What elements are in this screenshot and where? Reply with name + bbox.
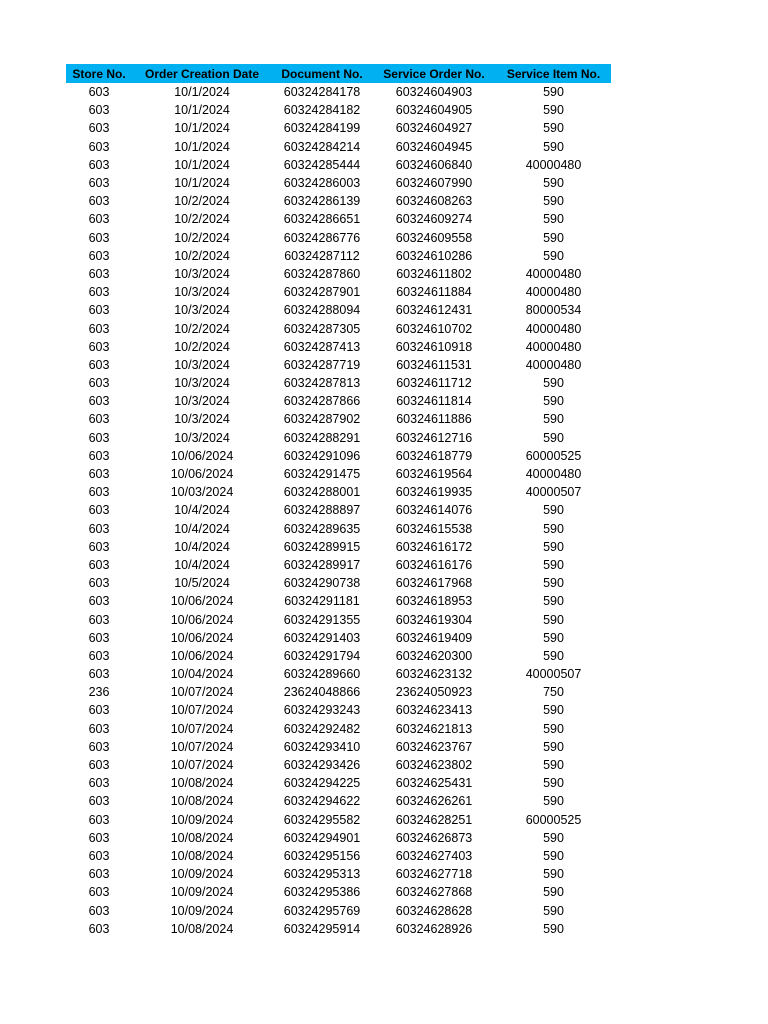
cell-document-no: 60324293410 <box>283 739 361 754</box>
cell-service-order-no: 60324612431 <box>395 303 473 318</box>
table-row <box>66 847 611 865</box>
cell-store-no: 603 <box>88 194 110 209</box>
cell-order-creation-date: 10/5/2024 <box>174 576 230 591</box>
table-row <box>66 101 611 119</box>
cell-document-no: 60324291096 <box>283 448 361 463</box>
cell-service-order-no: 23624050923 <box>395 685 473 700</box>
cell-order-creation-date: 10/08/2024 <box>170 794 234 809</box>
header-service-item-no: Service Item No. <box>506 66 601 81</box>
cell-document-no: 60324287413 <box>283 339 361 354</box>
cell-service-item-no: 590 <box>543 194 564 209</box>
cell-document-no: 60324288897 <box>283 503 361 518</box>
table-body <box>66 83 611 938</box>
cell-service-item-no: 750 <box>543 685 564 700</box>
cell-document-no: 23624048866 <box>283 685 361 700</box>
cell-service-item-no: 590 <box>543 830 564 845</box>
cell-service-order-no: 60324604945 <box>395 139 473 154</box>
table-row <box>66 792 611 810</box>
cell-document-no: 60324289660 <box>283 667 361 682</box>
table-row <box>66 392 611 410</box>
cell-service-item-no: 590 <box>543 212 564 227</box>
cell-service-order-no: 60324611814 <box>396 394 472 409</box>
cell-order-creation-date: 10/2/2024 <box>174 230 230 245</box>
table-row <box>66 665 611 683</box>
cell-service-item-no: 590 <box>543 648 564 663</box>
cell-document-no: 60324295313 <box>283 867 361 882</box>
cell-order-creation-date: 10/2/2024 <box>174 321 230 336</box>
cell-store-no: 603 <box>88 467 110 482</box>
cell-service-order-no: 60324619935 <box>395 485 473 500</box>
cell-store-no: 603 <box>88 176 110 191</box>
cell-store-no: 603 <box>88 121 110 136</box>
table-row <box>66 410 611 428</box>
cell-store-no: 603 <box>88 103 110 118</box>
cell-service-item-no: 590 <box>543 794 564 809</box>
cell-order-creation-date: 10/3/2024 <box>174 285 230 300</box>
cell-document-no: 60324285444 <box>283 157 361 172</box>
cell-service-item-no: 590 <box>543 430 564 445</box>
cell-service-order-no: 60324628251 <box>395 812 473 827</box>
cell-store-no: 603 <box>88 630 110 645</box>
cell-order-creation-date: 10/1/2024 <box>174 157 230 172</box>
table-row <box>66 920 611 938</box>
cell-document-no: 60324291794 <box>283 648 361 663</box>
cell-store-no: 603 <box>88 612 110 627</box>
table-row <box>66 192 611 210</box>
cell-document-no: 60324288291 <box>283 430 361 445</box>
cell-service-item-no: 590 <box>543 539 564 554</box>
cell-order-creation-date: 10/08/2024 <box>170 830 234 845</box>
table-row <box>66 756 611 774</box>
cell-order-creation-date: 10/3/2024 <box>174 430 230 445</box>
cell-store-no: 236 <box>88 685 110 700</box>
cell-order-creation-date: 10/06/2024 <box>170 630 234 645</box>
cell-document-no: 60324289635 <box>283 521 361 536</box>
cell-store-no: 603 <box>88 157 110 172</box>
cell-order-creation-date: 10/3/2024 <box>174 266 230 281</box>
cell-document-no: 60324287860 <box>283 266 361 281</box>
cell-store-no: 603 <box>88 503 110 518</box>
cell-order-creation-date: 10/08/2024 <box>170 776 234 791</box>
table-row <box>66 138 611 156</box>
cell-order-creation-date: 10/4/2024 <box>174 521 230 536</box>
cell-service-order-no: 60324626261 <box>395 794 473 809</box>
cell-store-no: 603 <box>88 212 110 227</box>
cell-service-item-no: 590 <box>543 121 564 136</box>
cell-document-no: 60324291355 <box>283 612 361 627</box>
cell-service-order-no: 60324611886 <box>396 412 472 427</box>
table-row <box>66 738 611 756</box>
cell-service-item-no: 80000534 <box>525 303 582 318</box>
cell-document-no: 60324287866 <box>283 394 361 409</box>
table-row <box>66 683 611 701</box>
cell-service-item-no: 40000480 <box>525 357 582 372</box>
cell-service-order-no: 60324619564 <box>395 467 473 482</box>
table-row <box>66 574 611 592</box>
cell-service-item-no: 40000507 <box>525 667 582 682</box>
cell-service-order-no: 60324623802 <box>395 758 473 773</box>
cell-service-item-no: 590 <box>543 594 564 609</box>
cell-service-item-no: 40000480 <box>525 157 582 172</box>
cell-service-order-no: 60324611884 <box>396 285 472 300</box>
cell-store-no: 603 <box>88 521 110 536</box>
cell-service-order-no: 60324616172 <box>395 539 473 554</box>
cell-document-no: 60324291475 <box>283 467 361 482</box>
cell-order-creation-date: 10/1/2024 <box>174 121 230 136</box>
cell-order-creation-date: 10/03/2024 <box>170 485 234 500</box>
table-row <box>66 374 611 392</box>
header-service-order-no: Service Order No. <box>383 66 485 81</box>
cell-service-item-no: 590 <box>543 176 564 191</box>
cell-store-no: 603 <box>88 394 110 409</box>
cell-store-no: 603 <box>88 248 110 263</box>
header-order-creation-date: Order Creation Date <box>144 66 260 81</box>
table-row <box>66 538 611 556</box>
cell-order-creation-date: 10/09/2024 <box>170 903 234 918</box>
cell-service-order-no: 60324623132 <box>395 667 473 682</box>
cell-document-no: 60324284182 <box>283 103 361 118</box>
cell-document-no: 60324286003 <box>283 176 361 191</box>
cell-order-creation-date: 10/1/2024 <box>174 176 230 191</box>
cell-document-no: 60324294901 <box>283 830 361 845</box>
cell-document-no: 60324288001 <box>283 485 361 500</box>
cell-document-no: 60324287719 <box>283 357 361 372</box>
cell-document-no: 60324287305 <box>283 321 361 336</box>
cell-store-no: 603 <box>88 539 110 554</box>
cell-service-order-no: 60324625431 <box>395 776 473 791</box>
cell-service-order-no: 60324610918 <box>395 339 473 354</box>
header-document-no: Document No. <box>281 66 363 81</box>
cell-service-item-no: 590 <box>543 721 564 736</box>
cell-store-no: 603 <box>88 230 110 245</box>
cell-order-creation-date: 10/09/2024 <box>170 812 234 827</box>
cell-document-no: 60324291403 <box>283 630 361 645</box>
cell-order-creation-date: 10/04/2024 <box>170 667 234 682</box>
cell-order-creation-date: 10/3/2024 <box>174 394 230 409</box>
cell-order-creation-date: 10/4/2024 <box>174 503 230 518</box>
table-row <box>66 701 611 719</box>
cell-document-no: 60324288094 <box>283 303 361 318</box>
cell-store-no: 603 <box>88 812 110 827</box>
cell-order-creation-date: 10/1/2024 <box>174 85 230 100</box>
cell-service-item-no: 590 <box>543 758 564 773</box>
cell-store-no: 603 <box>88 758 110 773</box>
cell-service-order-no: 60324604927 <box>395 121 473 136</box>
cell-service-item-no: 590 <box>543 412 564 427</box>
cell-document-no: 60324289915 <box>283 539 361 554</box>
table-row <box>66 865 611 883</box>
cell-order-creation-date: 10/3/2024 <box>174 303 230 318</box>
cell-service-order-no: 60324611712 <box>396 376 472 391</box>
orders-table <box>66 64 611 938</box>
cell-service-item-no: 590 <box>543 248 564 263</box>
cell-service-item-no: 590 <box>543 503 564 518</box>
cell-store-no: 603 <box>88 667 110 682</box>
cell-document-no: 60324284199 <box>283 121 361 136</box>
cell-store-no: 603 <box>88 321 110 336</box>
cell-document-no: 60324292482 <box>283 721 361 736</box>
table-row <box>66 610 611 628</box>
cell-store-no: 603 <box>88 448 110 463</box>
cell-store-no: 603 <box>88 376 110 391</box>
cell-store-no: 603 <box>88 739 110 754</box>
cell-document-no: 60324295386 <box>283 885 361 900</box>
table-row <box>66 647 611 665</box>
cell-order-creation-date: 10/07/2024 <box>170 721 234 736</box>
cell-service-item-no: 590 <box>543 376 564 391</box>
cell-order-creation-date: 10/06/2024 <box>170 467 234 482</box>
cell-order-creation-date: 10/4/2024 <box>174 557 230 572</box>
cell-order-creation-date: 10/3/2024 <box>174 357 230 372</box>
cell-service-order-no: 60324611802 <box>396 266 472 281</box>
table-row <box>66 774 611 792</box>
cell-store-no: 603 <box>88 412 110 427</box>
cell-service-order-no: 60324623413 <box>395 703 473 718</box>
cell-store-no: 603 <box>88 303 110 318</box>
table-row <box>66 429 611 447</box>
cell-document-no: 60324295156 <box>283 848 361 863</box>
cell-document-no: 60324291181 <box>284 594 360 609</box>
cell-document-no: 60324286651 <box>283 212 361 227</box>
cell-store-no: 603 <box>88 430 110 445</box>
cell-store-no: 603 <box>88 139 110 154</box>
table-row <box>66 210 611 228</box>
cell-order-creation-date: 10/06/2024 <box>170 612 234 627</box>
cell-store-no: 603 <box>88 85 110 100</box>
table-row <box>66 483 611 501</box>
cell-store-no: 603 <box>88 721 110 736</box>
cell-service-order-no: 60324619409 <box>395 630 473 645</box>
cell-order-creation-date: 10/3/2024 <box>174 412 230 427</box>
table-row <box>66 501 611 519</box>
cell-service-order-no: 60324612716 <box>395 430 473 445</box>
cell-store-no: 603 <box>88 921 110 936</box>
cell-service-item-no: 590 <box>543 103 564 118</box>
cell-order-creation-date: 10/09/2024 <box>170 885 234 900</box>
table-row <box>66 447 611 465</box>
table-row <box>66 829 611 847</box>
table-row <box>66 174 611 192</box>
table-row <box>66 338 611 356</box>
cell-service-item-no: 40000480 <box>525 467 582 482</box>
cell-service-item-no: 590 <box>543 85 564 100</box>
cell-service-order-no: 60324606840 <box>395 157 473 172</box>
cell-order-creation-date: 10/4/2024 <box>174 539 230 554</box>
cell-store-no: 603 <box>88 867 110 882</box>
cell-document-no: 60324284178 <box>283 85 361 100</box>
cell-document-no: 60324287112 <box>284 248 360 263</box>
cell-order-creation-date: 10/3/2024 <box>174 376 230 391</box>
cell-document-no: 60324295582 <box>283 812 361 827</box>
table-row <box>66 520 611 538</box>
cell-store-no: 603 <box>88 703 110 718</box>
cell-service-item-no: 590 <box>543 394 564 409</box>
cell-order-creation-date: 10/09/2024 <box>170 867 234 882</box>
cell-store-no: 603 <box>88 776 110 791</box>
table-row <box>66 319 611 337</box>
cell-order-creation-date: 10/2/2024 <box>174 339 230 354</box>
cell-document-no: 60324286139 <box>283 194 361 209</box>
table-row <box>66 883 611 901</box>
cell-store-no: 603 <box>88 848 110 863</box>
cell-order-creation-date: 10/2/2024 <box>174 194 230 209</box>
cell-service-order-no: 60324627403 <box>395 848 473 863</box>
cell-store-no: 603 <box>88 830 110 845</box>
cell-service-order-no: 60324627718 <box>395 867 473 882</box>
cell-service-item-no: 40000480 <box>525 321 582 336</box>
cell-service-item-no: 590 <box>543 612 564 627</box>
table-row <box>66 556 611 574</box>
cell-document-no: 60324295769 <box>283 903 361 918</box>
cell-order-creation-date: 10/06/2024 <box>170 648 234 663</box>
cell-store-no: 603 <box>88 485 110 500</box>
cell-service-order-no: 60324619304 <box>395 612 473 627</box>
table-row <box>66 156 611 174</box>
cell-document-no: 60324287902 <box>283 412 361 427</box>
header-row <box>66 64 611 83</box>
cell-document-no: 60324286776 <box>283 230 361 245</box>
cell-service-item-no: 40000480 <box>525 285 582 300</box>
cell-order-creation-date: 10/2/2024 <box>174 212 230 227</box>
cell-order-creation-date: 10/07/2024 <box>170 703 234 718</box>
cell-order-creation-date: 10/08/2024 <box>170 848 234 863</box>
table-row <box>66 301 611 319</box>
cell-order-creation-date: 10/07/2024 <box>170 758 234 773</box>
cell-service-order-no: 60324618779 <box>395 448 473 463</box>
cell-service-order-no: 60324621813 <box>395 721 473 736</box>
cell-service-order-no: 60324627868 <box>395 885 473 900</box>
cell-service-order-no: 60324610702 <box>395 321 473 336</box>
cell-service-order-no: 60324609274 <box>395 212 473 227</box>
cell-store-no: 603 <box>88 576 110 591</box>
table-row <box>66 720 611 738</box>
cell-document-no: 60324290738 <box>283 576 361 591</box>
cell-service-order-no: 60324628926 <box>395 921 473 936</box>
cell-document-no: 60324289917 <box>283 557 361 572</box>
cell-service-order-no: 60324609558 <box>395 230 473 245</box>
table-row <box>66 265 611 283</box>
table-row <box>66 811 611 829</box>
cell-service-item-no: 590 <box>543 139 564 154</box>
cell-store-no: 603 <box>88 266 110 281</box>
cell-store-no: 603 <box>88 557 110 572</box>
cell-order-creation-date: 10/07/2024 <box>170 685 234 700</box>
table-row <box>66 356 611 374</box>
cell-service-order-no: 60324604903 <box>395 85 473 100</box>
table-row <box>66 229 611 247</box>
cell-service-order-no: 60324614076 <box>395 503 473 518</box>
cell-service-item-no: 40000480 <box>525 339 582 354</box>
cell-service-item-no: 60000525 <box>525 448 582 463</box>
cell-service-item-no: 590 <box>543 921 564 936</box>
cell-order-creation-date: 10/1/2024 <box>174 139 230 154</box>
cell-service-item-no: 590 <box>543 576 564 591</box>
cell-service-item-no: 590 <box>543 903 564 918</box>
table-row <box>66 83 611 101</box>
table-row <box>66 629 611 647</box>
cell-service-order-no: 60324623767 <box>395 739 473 754</box>
cell-document-no: 60324287813 <box>283 376 361 391</box>
cell-service-order-no: 60324615538 <box>395 521 473 536</box>
cell-service-item-no: 590 <box>543 230 564 245</box>
cell-service-item-no: 590 <box>543 557 564 572</box>
cell-store-no: 603 <box>88 903 110 918</box>
cell-service-order-no: 60324616176 <box>395 557 473 572</box>
cell-service-order-no: 60324608263 <box>395 194 473 209</box>
cell-order-creation-date: 10/08/2024 <box>170 921 234 936</box>
cell-store-no: 603 <box>88 285 110 300</box>
cell-order-creation-date: 10/06/2024 <box>170 448 234 463</box>
cell-service-order-no: 60324617968 <box>395 576 473 591</box>
cell-service-item-no: 590 <box>543 630 564 645</box>
cell-service-item-no: 590 <box>543 848 564 863</box>
cell-order-creation-date: 10/07/2024 <box>170 739 234 754</box>
cell-service-item-no: 590 <box>543 867 564 882</box>
cell-store-no: 603 <box>88 339 110 354</box>
cell-document-no: 60324295914 <box>283 921 361 936</box>
cell-service-item-no: 590 <box>543 521 564 536</box>
cell-store-no: 603 <box>88 885 110 900</box>
cell-document-no: 60324294225 <box>283 776 361 791</box>
table-row <box>66 119 611 137</box>
cell-document-no: 60324287901 <box>283 285 361 300</box>
cell-service-item-no: 590 <box>543 739 564 754</box>
cell-service-order-no: 60324626873 <box>395 830 473 845</box>
cell-order-creation-date: 10/1/2024 <box>174 103 230 118</box>
cell-store-no: 603 <box>88 794 110 809</box>
table-row <box>66 592 611 610</box>
cell-service-item-no: 40000480 <box>525 266 582 281</box>
table-row <box>66 901 611 919</box>
cell-store-no: 603 <box>88 357 110 372</box>
cell-service-order-no: 60324611531 <box>396 357 472 372</box>
table-row <box>66 247 611 265</box>
cell-document-no: 60324284214 <box>283 139 361 154</box>
table-row <box>66 283 611 301</box>
cell-service-order-no: 60324618953 <box>395 594 473 609</box>
cell-service-item-no: 60000525 <box>525 812 582 827</box>
cell-service-order-no: 60324604905 <box>395 103 473 118</box>
cell-order-creation-date: 10/2/2024 <box>174 248 230 263</box>
cell-order-creation-date: 10/06/2024 <box>170 594 234 609</box>
cell-service-item-no: 40000507 <box>525 485 582 500</box>
cell-service-order-no: 60324620300 <box>395 648 473 663</box>
cell-service-order-no: 60324628628 <box>395 903 473 918</box>
cell-service-item-no: 590 <box>543 703 564 718</box>
cell-document-no: 60324293243 <box>283 703 361 718</box>
cell-service-order-no: 60324607990 <box>395 176 473 191</box>
cell-service-item-no: 590 <box>543 885 564 900</box>
cell-service-item-no: 590 <box>543 776 564 791</box>
cell-service-order-no: 60324610286 <box>395 248 473 263</box>
cell-document-no: 60324293426 <box>283 758 361 773</box>
cell-store-no: 603 <box>88 648 110 663</box>
cell-store-no: 603 <box>88 594 110 609</box>
cell-document-no: 60324294622 <box>283 794 361 809</box>
table-row <box>66 465 611 483</box>
header-store-no: Store No. <box>72 66 126 81</box>
